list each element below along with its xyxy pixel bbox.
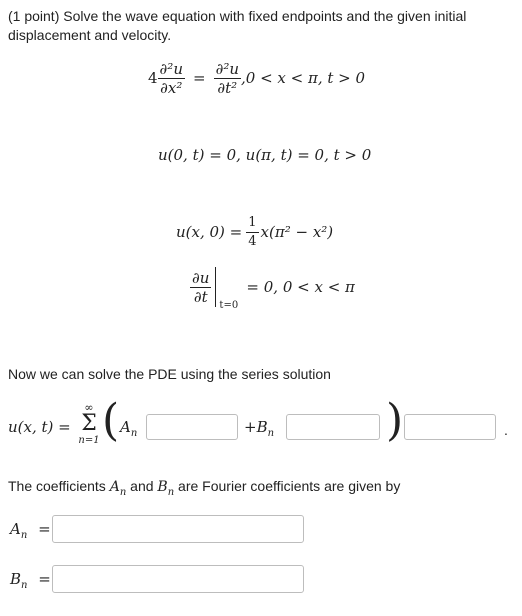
wave-equals: = xyxy=(192,69,206,87)
wave-equation xyxy=(148,58,365,98)
problem-intro-line2: displacement and velocity. xyxy=(8,27,172,43)
series-Bn-input[interactable] xyxy=(286,414,380,440)
velocity-num: ∂u xyxy=(192,268,210,287)
wave-den-right: ∂t² xyxy=(217,78,238,97)
initial-rhs: x(π² − x²) xyxy=(260,223,334,241)
open-paren: ( xyxy=(102,395,120,446)
wave-condition: ,0 < x < π, t > 0 xyxy=(241,69,366,87)
Bn-formula-input[interactable] xyxy=(52,565,304,593)
initial-frac-num: 1 xyxy=(246,214,258,233)
trailing-period: . xyxy=(504,422,508,438)
velocity-eval-sub: t=0 xyxy=(219,300,239,311)
An-formula-input[interactable] xyxy=(52,515,304,543)
initial-frac-den: 4 xyxy=(248,233,257,249)
evaluation-bar xyxy=(215,267,246,311)
initial-velocity xyxy=(190,262,355,312)
problem-intro-line1: (1 point) Solve the wave equation with fixed endpoints and the given initial xyxy=(8,8,467,24)
series-Bn-label: $+B_n$ xyxy=(244,418,275,439)
series-An-label: $A_n$ xyxy=(120,418,138,439)
sum-lower: n=1 xyxy=(78,435,100,446)
initial-fraction xyxy=(246,214,258,251)
velocity-rhs: = 0, 0 < x < π xyxy=(246,278,355,296)
sum-symbol: Σ xyxy=(81,411,97,436)
wave-fraction-right xyxy=(214,60,241,97)
wave-fraction-left xyxy=(158,60,185,97)
summation xyxy=(77,402,101,452)
velocity-den: ∂t xyxy=(193,287,208,306)
Bn-definition-label: $B_n$ = xyxy=(10,570,51,591)
series-An-input[interactable] xyxy=(146,414,238,440)
velocity-fraction xyxy=(190,269,211,306)
wave-coefficient: 4 xyxy=(148,69,158,87)
series-lhs: u(x, t) = xyxy=(8,418,71,436)
close-paren: ) xyxy=(386,395,404,446)
initial-lhs: u(x, 0) = xyxy=(176,223,243,241)
series-intro-text: Now we can solve the PDE using the series solution xyxy=(8,366,331,382)
wave-num-right: ∂²u xyxy=(215,59,239,78)
An-definition-label: $A_n$ = xyxy=(10,520,51,541)
fourier-text: The coefficients $A_n$ and $B_n$ are Fourier coefficients are given by xyxy=(8,478,401,498)
wave-num-left: ∂²u xyxy=(159,59,183,78)
boundary-conditions: u(0, t) = 0, u(π, t) = 0, t > 0 xyxy=(158,146,372,164)
initial-displacement xyxy=(176,212,333,252)
series-outer-input[interactable] xyxy=(404,414,496,440)
sum-upper: ∞ xyxy=(84,401,94,414)
wave-den-left: ∂x² xyxy=(160,78,183,97)
